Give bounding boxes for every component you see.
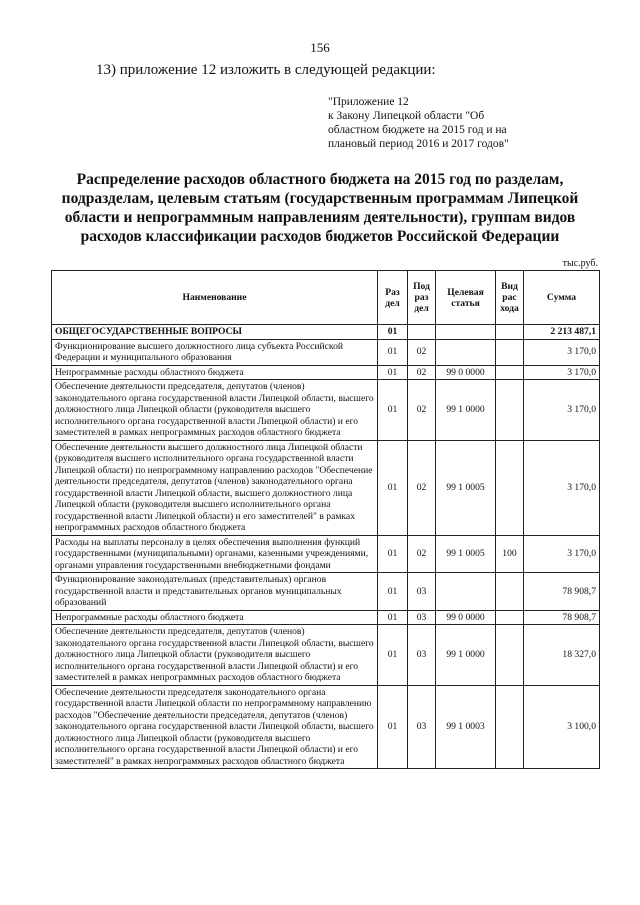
header-vid-line: рас [502, 292, 517, 303]
cell-summa: 3 170,0 [524, 380, 600, 441]
cell-razdel: 01 [378, 535, 408, 573]
title-line: области и непрограммным направлениям деятельности), группам видов [64, 209, 576, 226]
cell-summa: 78 908,7 [524, 573, 600, 611]
budget-table [51, 270, 600, 769]
cell-statya: 99 1 0000 [436, 380, 496, 441]
title-line: Распределение расходов областного бюджета на 2015 год по разделам, [76, 171, 564, 188]
header-razdel-line: дел [385, 297, 400, 309]
table-row [52, 325, 600, 340]
cell-razdel: 01 [378, 440, 408, 535]
cell-name: ОБЩЕГОСУДАРСТВЕННЫЕ ВОПРОСЫ [52, 325, 378, 340]
table-row [52, 535, 600, 573]
header-razdel-line: Раз [385, 286, 400, 298]
header-vid [496, 271, 524, 325]
cell-razdel: 01 [378, 325, 408, 340]
table-row [52, 440, 600, 535]
cell-podrazdel: 02 [408, 380, 436, 441]
cell-vid [496, 610, 524, 625]
cell-razdel: 01 [378, 625, 408, 686]
table-header-row [52, 271, 600, 325]
cell-vid [496, 380, 524, 441]
header-podrazdel-line: раз [414, 292, 429, 303]
table-row [52, 625, 600, 686]
cell-vid [496, 685, 524, 769]
cell-vid [496, 339, 524, 365]
cell-razdel: 01 [378, 365, 408, 380]
appendix-line: к Закону Липецкой области "Об [328, 110, 485, 122]
table-row [52, 610, 600, 625]
table-row [52, 380, 600, 441]
cell-podrazdel: 03 [408, 573, 436, 611]
cell-summa: 3 170,0 [524, 339, 600, 365]
unit-label: тыс.руб. [562, 258, 598, 269]
header-statya-line: статья [451, 297, 480, 309]
table-row [52, 573, 600, 611]
appendix-line: "Приложение 12 [328, 96, 409, 108]
table-row [52, 685, 600, 769]
cell-summa: 3 170,0 [524, 365, 600, 380]
header-podrazdel-line: дел [414, 303, 429, 314]
cell-statya [436, 573, 496, 611]
cell-name: Обеспечение деятельности председателя законодательного органа государственной власти Липецкой области по непрограммному направлению расходов "Обеспечение деятельности председателя, депутатов (членов) законодательного органа государственной власти Липецкой области, высшего должностного лица Липецкой области (руководителя высшего исполнительного органа государственной власти Липецкой области) и его заместителей" в рамках непрограммных расходов областного бюджета [52, 685, 378, 769]
cell-podrazdel: 03 [408, 685, 436, 769]
header-podrazdel-line: Под [413, 281, 430, 292]
cell-razdel: 01 [378, 573, 408, 611]
cell-podrazdel: 02 [408, 440, 436, 535]
cell-summa: 78 908,7 [524, 610, 600, 625]
cell-podrazdel: 02 [408, 339, 436, 365]
cell-name: Расходы на выплаты персоналу в целях обеспечения выполнения функций государственными (муниципальными) органами, казенными учреждениями, органами управления государственными внебюджетными фондами [52, 535, 378, 573]
cell-statya: 99 1 0005 [436, 535, 496, 573]
cell-podrazdel: 02 [408, 365, 436, 380]
page-number: 156 [310, 40, 330, 55]
cell-summa: 3 170,0 [524, 440, 600, 535]
cell-summa: 2 213 487,1 [524, 325, 600, 340]
cell-vid [496, 625, 524, 686]
cell-vid [496, 325, 524, 340]
cell-name: Обеспечение деятельности председателя, депутатов (членов) законодательного органа государственной власти Липецкой области, высшего должностного лица Липецкой области (руководителя высшего исполнительного органа государственной власти Липецкой области) и его заместителей в рамках непрограммных расходов областного бюджета [52, 380, 378, 441]
cell-razdel: 01 [378, 685, 408, 769]
cell-name: Непрограммные расходы областного бюджета [52, 610, 378, 625]
table-row [52, 339, 600, 365]
header-razdel [378, 271, 408, 325]
cell-statya: 99 0 0000 [436, 365, 496, 380]
cell-statya: 99 1 0003 [436, 685, 496, 769]
cell-vid: 100 [496, 535, 524, 573]
appendix-line: областном бюджете на 2015 год и на [328, 124, 507, 136]
cell-statya [436, 339, 496, 365]
cell-vid [496, 365, 524, 380]
header-podrazdel [408, 271, 436, 325]
cell-statya [436, 325, 496, 340]
cell-statya: 99 1 0005 [436, 440, 496, 535]
intro-text: 13) приложение 12 изложить в следующей редакции: [96, 62, 436, 78]
document-title [60, 170, 580, 246]
cell-podrazdel: 02 [408, 535, 436, 573]
cell-name: Непрограммные расходы областного бюджета [52, 365, 378, 380]
appendix-line: плановый период 2016 и 2017 годов" [328, 138, 509, 150]
title-line: подразделам, целевым статьям (государственным программам Липецкой [61, 190, 579, 207]
cell-summa: 18 327,0 [524, 625, 600, 686]
table-row [52, 365, 600, 380]
cell-summa: 3 170,0 [524, 535, 600, 573]
cell-statya: 99 0 0000 [436, 610, 496, 625]
cell-vid [496, 573, 524, 611]
cell-vid [496, 440, 524, 535]
title-line: расходов классификации расходов бюджетов Российской Федерации [80, 228, 560, 245]
appendix-reference [328, 95, 628, 151]
header-statya [436, 271, 496, 325]
cell-name: Обеспечение деятельности председателя, депутатов (членов) законодательного органа государственной власти Липецкой области, высшего должностного лица Липецкой области (руководителя высшего исполнительного органа государственной власти Липецкой области) и его заместителей в рамках непрограммных расходов областного бюджета [52, 625, 378, 686]
header-statya-line: Целевая [447, 286, 484, 298]
cell-razdel: 01 [378, 610, 408, 625]
cell-podrazdel [408, 325, 436, 340]
cell-podrazdel: 03 [408, 625, 436, 686]
cell-name: Функционирование законодательных (представительных) органов государственной власти и представительных органов муниципальных образований [52, 573, 378, 611]
cell-podrazdel: 03 [408, 610, 436, 625]
cell-razdel: 01 [378, 339, 408, 365]
cell-name: Обеспечение деятельности высшего должностного лица Липецкой области (руководителя высшего исполнительного органа государственной власти Липецкой области) по непрограммному направлению расходов "Обеспечение деятельности председателя, депутатов (членов) законодательного органа государственной власти Липецкой области, высшего должностного лица Липецкой области (руководителя высшего исполнительного органа государственной власти Липецкой области) и его заместителей" в рамках непрограммных расходов областного бюджета [52, 440, 378, 535]
header-name: Наименование [52, 271, 378, 325]
header-vid-line: Вид [501, 281, 518, 292]
cell-summa: 3 100,0 [524, 685, 600, 769]
cell-name: Функционирование высшего должностного лица субъекта Российской Федерации и муниципального образования [52, 339, 378, 365]
header-vid-line: хода [500, 303, 519, 314]
header-summa: Сумма [524, 271, 600, 325]
cell-razdel: 01 [378, 380, 408, 441]
cell-statya: 99 1 0000 [436, 625, 496, 686]
